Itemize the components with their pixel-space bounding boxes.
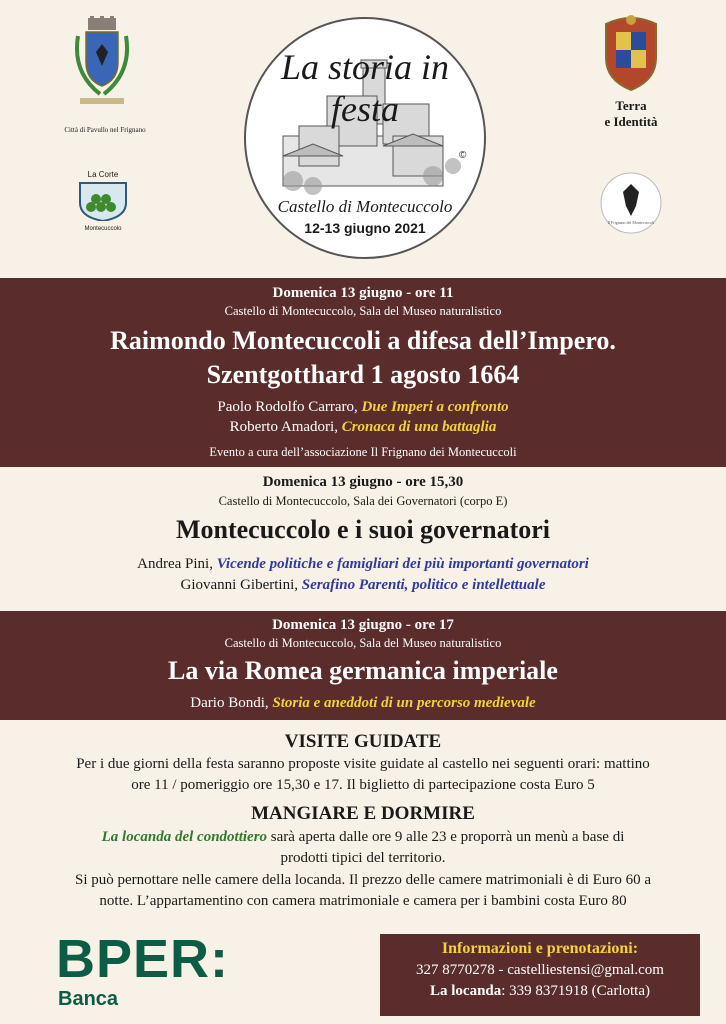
event2-where: Castello di Montecuccolo, Sala dei Governatori (corpo E): [218, 494, 508, 508]
grapes-icon: [76, 179, 130, 221]
info-title: Informazioni e prenotazioni:: [441, 940, 639, 957]
event3-speaker1: Dario Bondi,: [190, 695, 273, 711]
event1-title-line2: Szentgotthard 1 agosto 1664: [206, 360, 520, 389]
event2-speaker2: Giovanni Gibertini,: [180, 577, 302, 593]
visite-title: VISITE GUIDATE: [284, 731, 442, 752]
event1-title-line1: Raimondo Montecuccoli a difesa dell’Impero.: [110, 326, 616, 355]
event1-note: Evento a cura dell’associazione Il Frignano dei Montecuccoli: [209, 445, 517, 459]
event1-when: Domenica 13 giugno - ore 11: [272, 285, 454, 301]
pavullo-crest-icon: [72, 16, 132, 116]
mangiare-line4: notte. L’appartamentino con camera matrimoniale e camera per i bambini costa Euro 80: [99, 893, 627, 909]
event2-when: Domenica 13 giugno - ore 15,30: [262, 474, 464, 490]
event1-speaker-row2: [0, 419, 726, 436]
event2-title: Montecuccolo e i suoi governatori: [175, 515, 551, 544]
terra-label-line1: Terra: [615, 98, 647, 113]
medal-place: Castello di Montecuccolo: [277, 197, 453, 216]
terra-identita-crest-icon: [598, 14, 664, 94]
event1-talk2: Cronaca di una battaglia: [341, 419, 497, 435]
event3-speaker-row1: [0, 695, 726, 712]
seal-text: Il Frignano dei Montecuccoli: [607, 220, 655, 225]
corte-logo-top-text: La Corte: [87, 170, 119, 179]
event2-section: [0, 467, 726, 611]
corte-logo-bottom-text: Montecuccolo: [84, 226, 122, 232]
bper-logo: BPER:: [56, 929, 230, 989]
bper-banca-label: Banca: [58, 988, 119, 1010]
medal-title: La storia in festa: [280, 47, 450, 129]
visite-line2: ore 11 / pomeriggio ore 15,30 e 17. Il biglietto di partecipazione costa Euro 5: [131, 777, 595, 793]
info-locanda-label: La locanda: [430, 983, 502, 999]
terra-label-line2: e Identità: [604, 114, 658, 129]
info-box: [380, 934, 700, 1016]
medal-copyright: ©: [459, 150, 467, 161]
la-corte-logo: [76, 170, 130, 232]
terra-identita-label: [590, 98, 672, 130]
mangiare-line1: [0, 829, 726, 846]
medal-dates: 12-13 giugno 2021: [304, 220, 426, 236]
visite-line1: Per i due giorni della festa saranno proposte visite guidate al castello nei seguenti orari: mattino: [76, 756, 650, 772]
event1-speaker2: Roberto Amadori,: [229, 419, 342, 435]
event3-title: La via Romea germanica imperiale: [168, 656, 558, 685]
info-locanda-phone: : 339 8371918 (Carlotta): [501, 983, 650, 999]
event3-band: [0, 611, 726, 720]
event1-talk1: Due Imperi a confronto: [361, 399, 509, 415]
event1-where: Castello di Montecuccolo, Sala del Museo naturalistico: [224, 304, 502, 318]
frignano-seal-icon: [600, 172, 662, 234]
event1-speaker1: Paolo Rodolfo Carraro,: [217, 399, 362, 415]
locanda-name: La locanda del condottiero: [101, 829, 268, 845]
event1-speaker-row1: [0, 399, 726, 416]
event2-talk1: Vicende politiche e famigliari dei più importanti governatori: [216, 556, 589, 572]
mangiare-line3: Si può pernottare nelle camere della locanda. Il prezzo delle camere matrimoniali è di Euro 60 a: [75, 872, 651, 888]
mangiare-title: MANGIARE E DORMIRE: [251, 803, 475, 824]
info-contact: 327 8770278 - castelliestensi@gmal.com: [416, 962, 664, 978]
pavullo-crest-label: Città di Pavullo nel Frignano: [64, 126, 146, 134]
event3-where: Castello di Montecuccolo, Sala del Museo naturalistico: [224, 636, 502, 650]
event2-speaker-row1: [0, 556, 726, 573]
mangiare-line2: prodotti tipici del territorio.: [280, 850, 446, 866]
event3-when: Domenica 13 giugno - ore 17: [272, 617, 454, 633]
event3-talk1: Storia e aneddoti di un percorso medievale: [272, 695, 536, 711]
event2-speaker1: Andrea Pini,: [137, 556, 217, 572]
event2-talk2: Serafino Parenti, politico e intellettuale: [301, 577, 546, 593]
event1-band: [0, 278, 726, 467]
info-locanda-row: [380, 983, 700, 1000]
mangiare-line1-rest: sarà aperta dalle ore 9 alle 23 e proporrà un menù a base di: [267, 829, 625, 845]
event2-speaker-row2: [0, 577, 726, 594]
